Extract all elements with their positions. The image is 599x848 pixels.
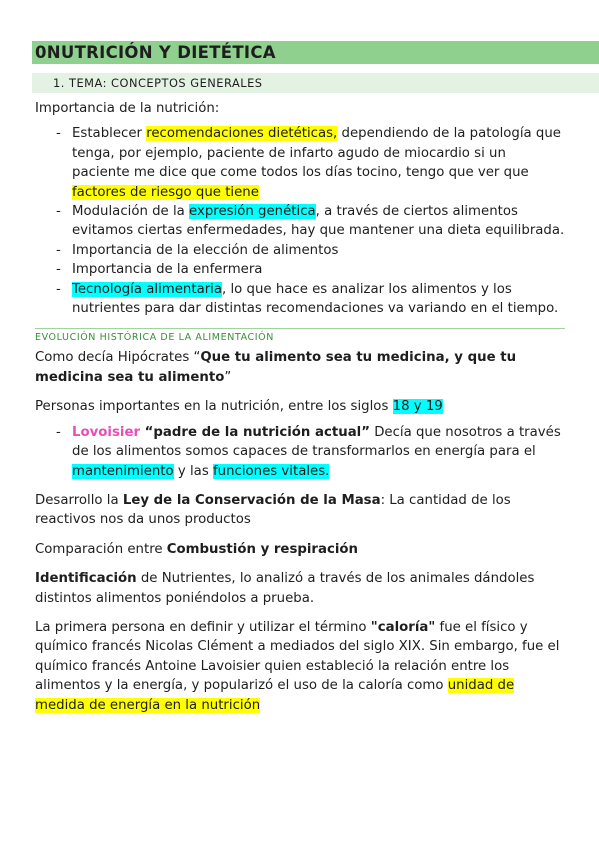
text: Personas importantes en la nutrición, entre los siglos [35, 399, 393, 415]
section-heading: EVOLUCIÓN HISTÓRICA DE LA ALIMENTACIÓN [35, 328, 565, 344]
bold-text: Combustión y respiración [166, 541, 359, 557]
bold-text: Identificación [35, 571, 137, 587]
comparison [35, 540, 567, 559]
calorie-paragraph [35, 618, 567, 715]
bold-text: "caloría" [370, 619, 436, 635]
text: Establecer [72, 126, 147, 142]
text: ” [224, 369, 232, 385]
text: , a través de ciertos alimentos evitamos ciertas enfermedades, hay que mantener una dieta equilibrada. [72, 204, 565, 239]
highlight: Tecnología alimentaria [72, 281, 223, 297]
page-title: 0NUTRICIÓN Y DIETÉTICA [32, 41, 599, 64]
text: Desarrollo la [35, 492, 123, 508]
highlight: expresión genética [189, 204, 316, 220]
intro-text: Importancia de la nutrición: [35, 101, 220, 116]
mass-law [35, 491, 567, 530]
text: de Nutrientes, lo analizó a través de los animales dándoles distintos alimentos poniéndolos a prueba. [35, 571, 535, 606]
list-item [56, 124, 567, 202]
hippocrates-quote [35, 348, 567, 387]
highlight: recomendaciones dietéticas, [146, 126, 338, 142]
bold-text: Ley de la Conservación de la Masa [122, 492, 381, 508]
topic-heading: 1. TEMA: CONCEPTOS GENERALES [32, 73, 599, 93]
text: Comparación entre [35, 541, 167, 557]
bold-text: “padre de la nutrición actual” [140, 424, 370, 440]
text: fue el físico y químico francés Nicolas Clément a mediados del siglo XIX. Sin embargo, fue el químico francés Antoine Lavoisier quien estableció la relación entre los alimentos y la energía, y popularizó el uso de la caloría como [35, 619, 560, 694]
list-item: - Importancia de la elección de alimentos [56, 241, 567, 260]
document-page [35, 41, 567, 715]
highlight: 18 y 19 [392, 399, 443, 415]
list-item: - Importancia de la enfermera [56, 260, 567, 279]
highlight: unidad de medida de energía en la nutrición [35, 678, 515, 713]
highlight: funciones vitales. [212, 463, 330, 479]
lavoisier-name: Lovoisier [72, 424, 141, 440]
text: Decía que nosotros a través de los alimentos somos capaces de transformarlos en energía para el [72, 424, 561, 460]
important-people [35, 397, 567, 416]
importance-list [56, 124, 567, 318]
text: Como decía Hipócrates “ [35, 350, 201, 366]
highlight: factores de riesgo que tiene [72, 184, 259, 200]
text: Modulación de la [72, 204, 190, 220]
list-item [56, 280, 567, 319]
list-item [56, 423, 567, 481]
highlight: mantenimiento [72, 463, 174, 479]
identification [35, 569, 567, 608]
text: : La cantidad de los reactivos nos da unos productos [35, 492, 511, 528]
text: , lo que hace es analizar los alimentos y los nutrientes para dar distintas recomendaciones va variando en el tiempo. [72, 281, 559, 317]
text: dependiendo de la patología que tenga, por ejemplo, paciente de infarto agudo de miocardio si un paciente me dice que come todos los días tocino, tengo que ver que [72, 126, 561, 181]
text: La primera persona en definir y utilizar el término [35, 619, 371, 635]
quote-bold: Que tu alimento sea tu medicina, y que tu medicina sea tu alimento [35, 350, 517, 385]
lavoisier-list [56, 423, 567, 481]
list-item [56, 202, 567, 241]
text: y las [173, 463, 213, 479]
